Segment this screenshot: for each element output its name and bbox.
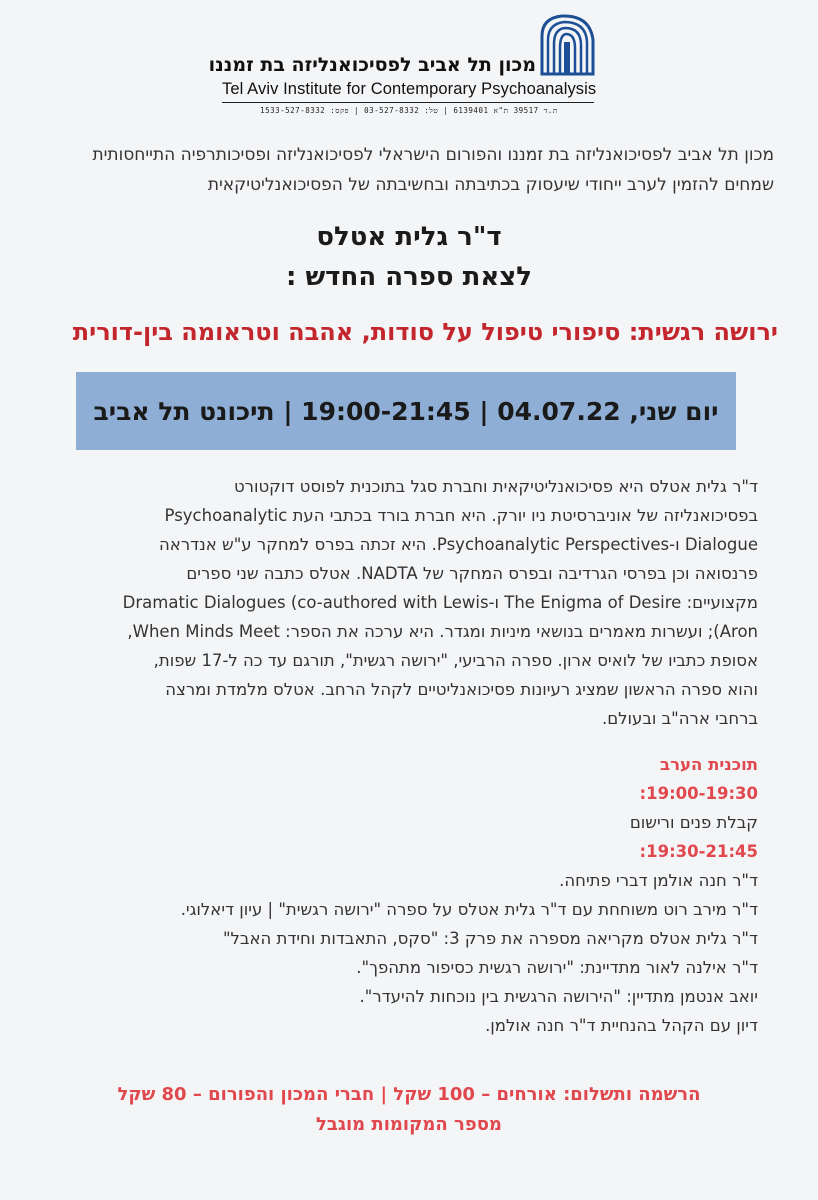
logo-english-name: Tel Aviv Institute for Contemporary Psychoanalysis xyxy=(222,80,597,98)
bio-line: והוא ספרה הראשון שמציג רעיונות פסיכואנליטיים לקהל הרחב. אטלס מלמדת ומרצה xyxy=(165,680,758,699)
book-title: ירושה רגשית: סיפורי טיפול על סודות, אהבה וטראומה בין-דורית xyxy=(72,318,778,346)
program-item: קבלת פנים ורישום xyxy=(629,813,758,832)
book-launch-heading: לצאת ספרה החדש : xyxy=(286,262,532,292)
bio-line: ברחבי ארה"ב ובעולם. xyxy=(601,709,758,728)
bio-line: Dialogue ו-Psychoanalytic Perspectives. היא זכתה בפרס למחקר ע"ש אנדראה xyxy=(159,535,758,554)
logo-divider xyxy=(222,102,594,103)
bio-line: Aron); ועשרות מאמרים בנושאי מיניות ומגדר. היא ערכה את הספר: When Minds Meet, xyxy=(127,622,758,641)
intro-line: שמחים להזמין לערב ייחודי שיעסוק בכתיבתה ובחשיבתה של הפסיכואנליטיקאית xyxy=(207,175,774,195)
bio-line: בפסיכואנליזה של אוניברסיטת ניו יורק. היא חברת בורד בכתבי העת Psychoanalytic xyxy=(164,506,758,525)
program-item: ד"ר חנה אולמן דברי פתיחה. xyxy=(559,871,758,890)
institute-logo xyxy=(208,14,598,126)
speaker-bio xyxy=(58,472,758,733)
program-heading: תוכנית הערב xyxy=(660,755,758,774)
program-item: ד"ר מירב רוט משוחחת עם ד"ר גלית אטלס על ספרה "ירושה רגשית" | עיון דיאלוגי. xyxy=(180,900,758,919)
program-slot-time: 19:00-19:30: xyxy=(639,784,758,803)
speaker-name: ד"ר גלית אטלס xyxy=(316,222,502,252)
event-details-banner xyxy=(76,372,736,450)
intro-line: מכון תל אביב לפסיכואנליזה בת זמננו והפורום הישראלי לפסיכואנליזה ופסיכותרפיה התייחסותית xyxy=(92,145,774,165)
logo-contact-line: ת.ד 39517 ת"א 6139401 | טל: 03-527-8332 | פקס: 1533-527-8332 xyxy=(260,106,558,115)
bio-line: פרנסואה וכן בפרסי הגרדיבה ובפרס המחקר של NADTA. אטלס כתבה שני ספרים xyxy=(186,564,758,583)
program-item: ד"ר אילנה לאור מתדיינת: "ירושה רגשית כסיפור מתהפך". xyxy=(356,958,758,977)
limited-seats-note: מספר המקומות מוגבל xyxy=(316,1114,502,1135)
registration-footer xyxy=(0,1080,818,1140)
institute-emblem-icon xyxy=(538,14,596,76)
bio-line: אסופת כתביו של לואיס ארון. ספרה הרביעי, "ירושה רגשית", תורגם עד כה ל-17 שפות, xyxy=(153,651,758,670)
logo-hebrew-name: מכון תל אביב לפסיכואנליזה בת זמננו xyxy=(208,54,536,76)
evening-program xyxy=(58,750,758,1040)
event-details-text: יום שני, 04.07.22 | 19:00-21:45 | תיכונט תל אביב xyxy=(93,396,719,426)
bio-line: מקצועיים: The Enigma of Desire ו-Dramatic Dialogues (co-authored with Lewis xyxy=(122,593,758,612)
program-item: יואב אנטמן מתדיין: "הירושה הרגשית בין נוכחות להיעדר". xyxy=(359,987,758,1006)
registration-pricing: הרשמה ותשלום: אורחים – 100 שקל | חברי המכון והפורום – 80 שקל xyxy=(117,1084,701,1105)
program-item: ד"ר גלית אטלס מקריאה מספרה את פרק 3: "סקס, התאבדות וחידת האבל" xyxy=(222,929,758,948)
bio-line: ד"ר גלית אטלס היא פסיכואנליטיקאית וחברת סגל בתוכנית לפוסט דוקטורט xyxy=(233,477,758,496)
intro-paragraph xyxy=(34,140,774,200)
program-item: דיון עם הקהל בהנחיית ד"ר חנה אולמן. xyxy=(485,1016,758,1035)
program-slot-time: 19:30-21:45: xyxy=(639,842,758,861)
